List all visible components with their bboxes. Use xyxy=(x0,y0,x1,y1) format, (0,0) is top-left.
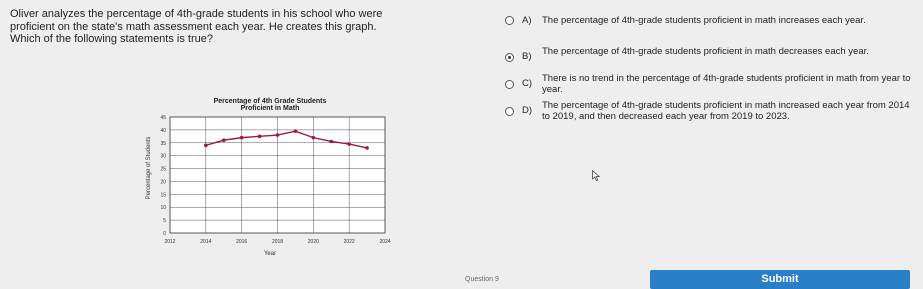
question-line-3: Which of the following statements is true? xyxy=(10,33,213,45)
choice-b-text: The percentage of 4th-grade students proficient in math decreases each year. xyxy=(542,46,869,57)
data-point xyxy=(294,129,298,133)
x-tick-label: 2022 xyxy=(343,239,355,245)
data-point xyxy=(312,136,316,140)
y-tick-label: 0 xyxy=(163,231,166,237)
question-text xyxy=(10,8,480,46)
data-point xyxy=(276,133,280,137)
choice-b-radio[interactable] xyxy=(505,53,514,62)
y-tick-label: 30 xyxy=(160,153,166,160)
x-tick-label: 2024 xyxy=(379,239,391,245)
data-point xyxy=(365,146,369,150)
chart-subtitle: Proficient in Math xyxy=(240,105,300,112)
data-point xyxy=(258,135,262,139)
y-tick-label: 10 xyxy=(160,205,166,212)
question-line-1: Oliver analyzes the percentage of 4th-grade students in his school who were xyxy=(10,8,383,20)
choice-d-text: The percentage of 4th-grade students proficient in math increased each year from 2014 to 2019, and then decreased each year from 2019 to 2023. xyxy=(542,100,910,122)
y-tick-label: 35 xyxy=(160,140,166,147)
x-tick-label: 2016 xyxy=(236,239,248,245)
submit-button[interactable]: Submit xyxy=(650,270,910,289)
choice-c-radio[interactable] xyxy=(505,80,514,89)
choice-b-letter: B) xyxy=(522,51,532,62)
y-tick-label: 20 xyxy=(160,179,166,186)
question-number: Question 9 xyxy=(465,276,499,283)
data-point xyxy=(347,142,351,146)
choice-d-radio[interactable] xyxy=(505,107,514,116)
line-chart xyxy=(140,95,400,260)
x-tick-label: 2018 xyxy=(271,239,284,245)
x-axis-label: Year xyxy=(263,251,277,257)
choice-a-letter: A) xyxy=(522,15,532,26)
y-tick-label: 5 xyxy=(163,218,166,225)
chart-title: Percentage of 4th Grade Students xyxy=(213,98,327,105)
y-tick-label: 25 xyxy=(160,166,166,173)
choice-d-letter: D) xyxy=(522,105,533,116)
y-tick-label: 15 xyxy=(160,192,166,199)
choice-c-letter: C) xyxy=(522,78,533,89)
data-point xyxy=(204,144,208,148)
y-tick-label: 40 xyxy=(160,127,166,134)
x-tick-label: 2014 xyxy=(200,239,212,245)
mouse-cursor-icon xyxy=(592,170,600,181)
choice-c-text: There is no trend in the percentage of 4th-grade students proficient in math from year to year. xyxy=(542,73,911,95)
data-point xyxy=(240,136,244,140)
y-axis-label: Percentage of Students xyxy=(146,136,152,200)
question-line-2: proficient on the state's math assessment each year. He creates this graph. xyxy=(10,20,377,33)
y-tick-label: 45 xyxy=(160,115,166,121)
choice-a-radio[interactable] xyxy=(505,16,514,25)
data-point xyxy=(222,138,226,142)
x-tick-label: 2020 xyxy=(307,239,319,245)
x-tick-label: 2012 xyxy=(164,239,176,245)
choice-a-text: The percentage of 4th-grade students proficient in math increases each year. xyxy=(542,15,866,26)
data-point xyxy=(329,140,333,144)
chart-svg xyxy=(140,95,400,260)
